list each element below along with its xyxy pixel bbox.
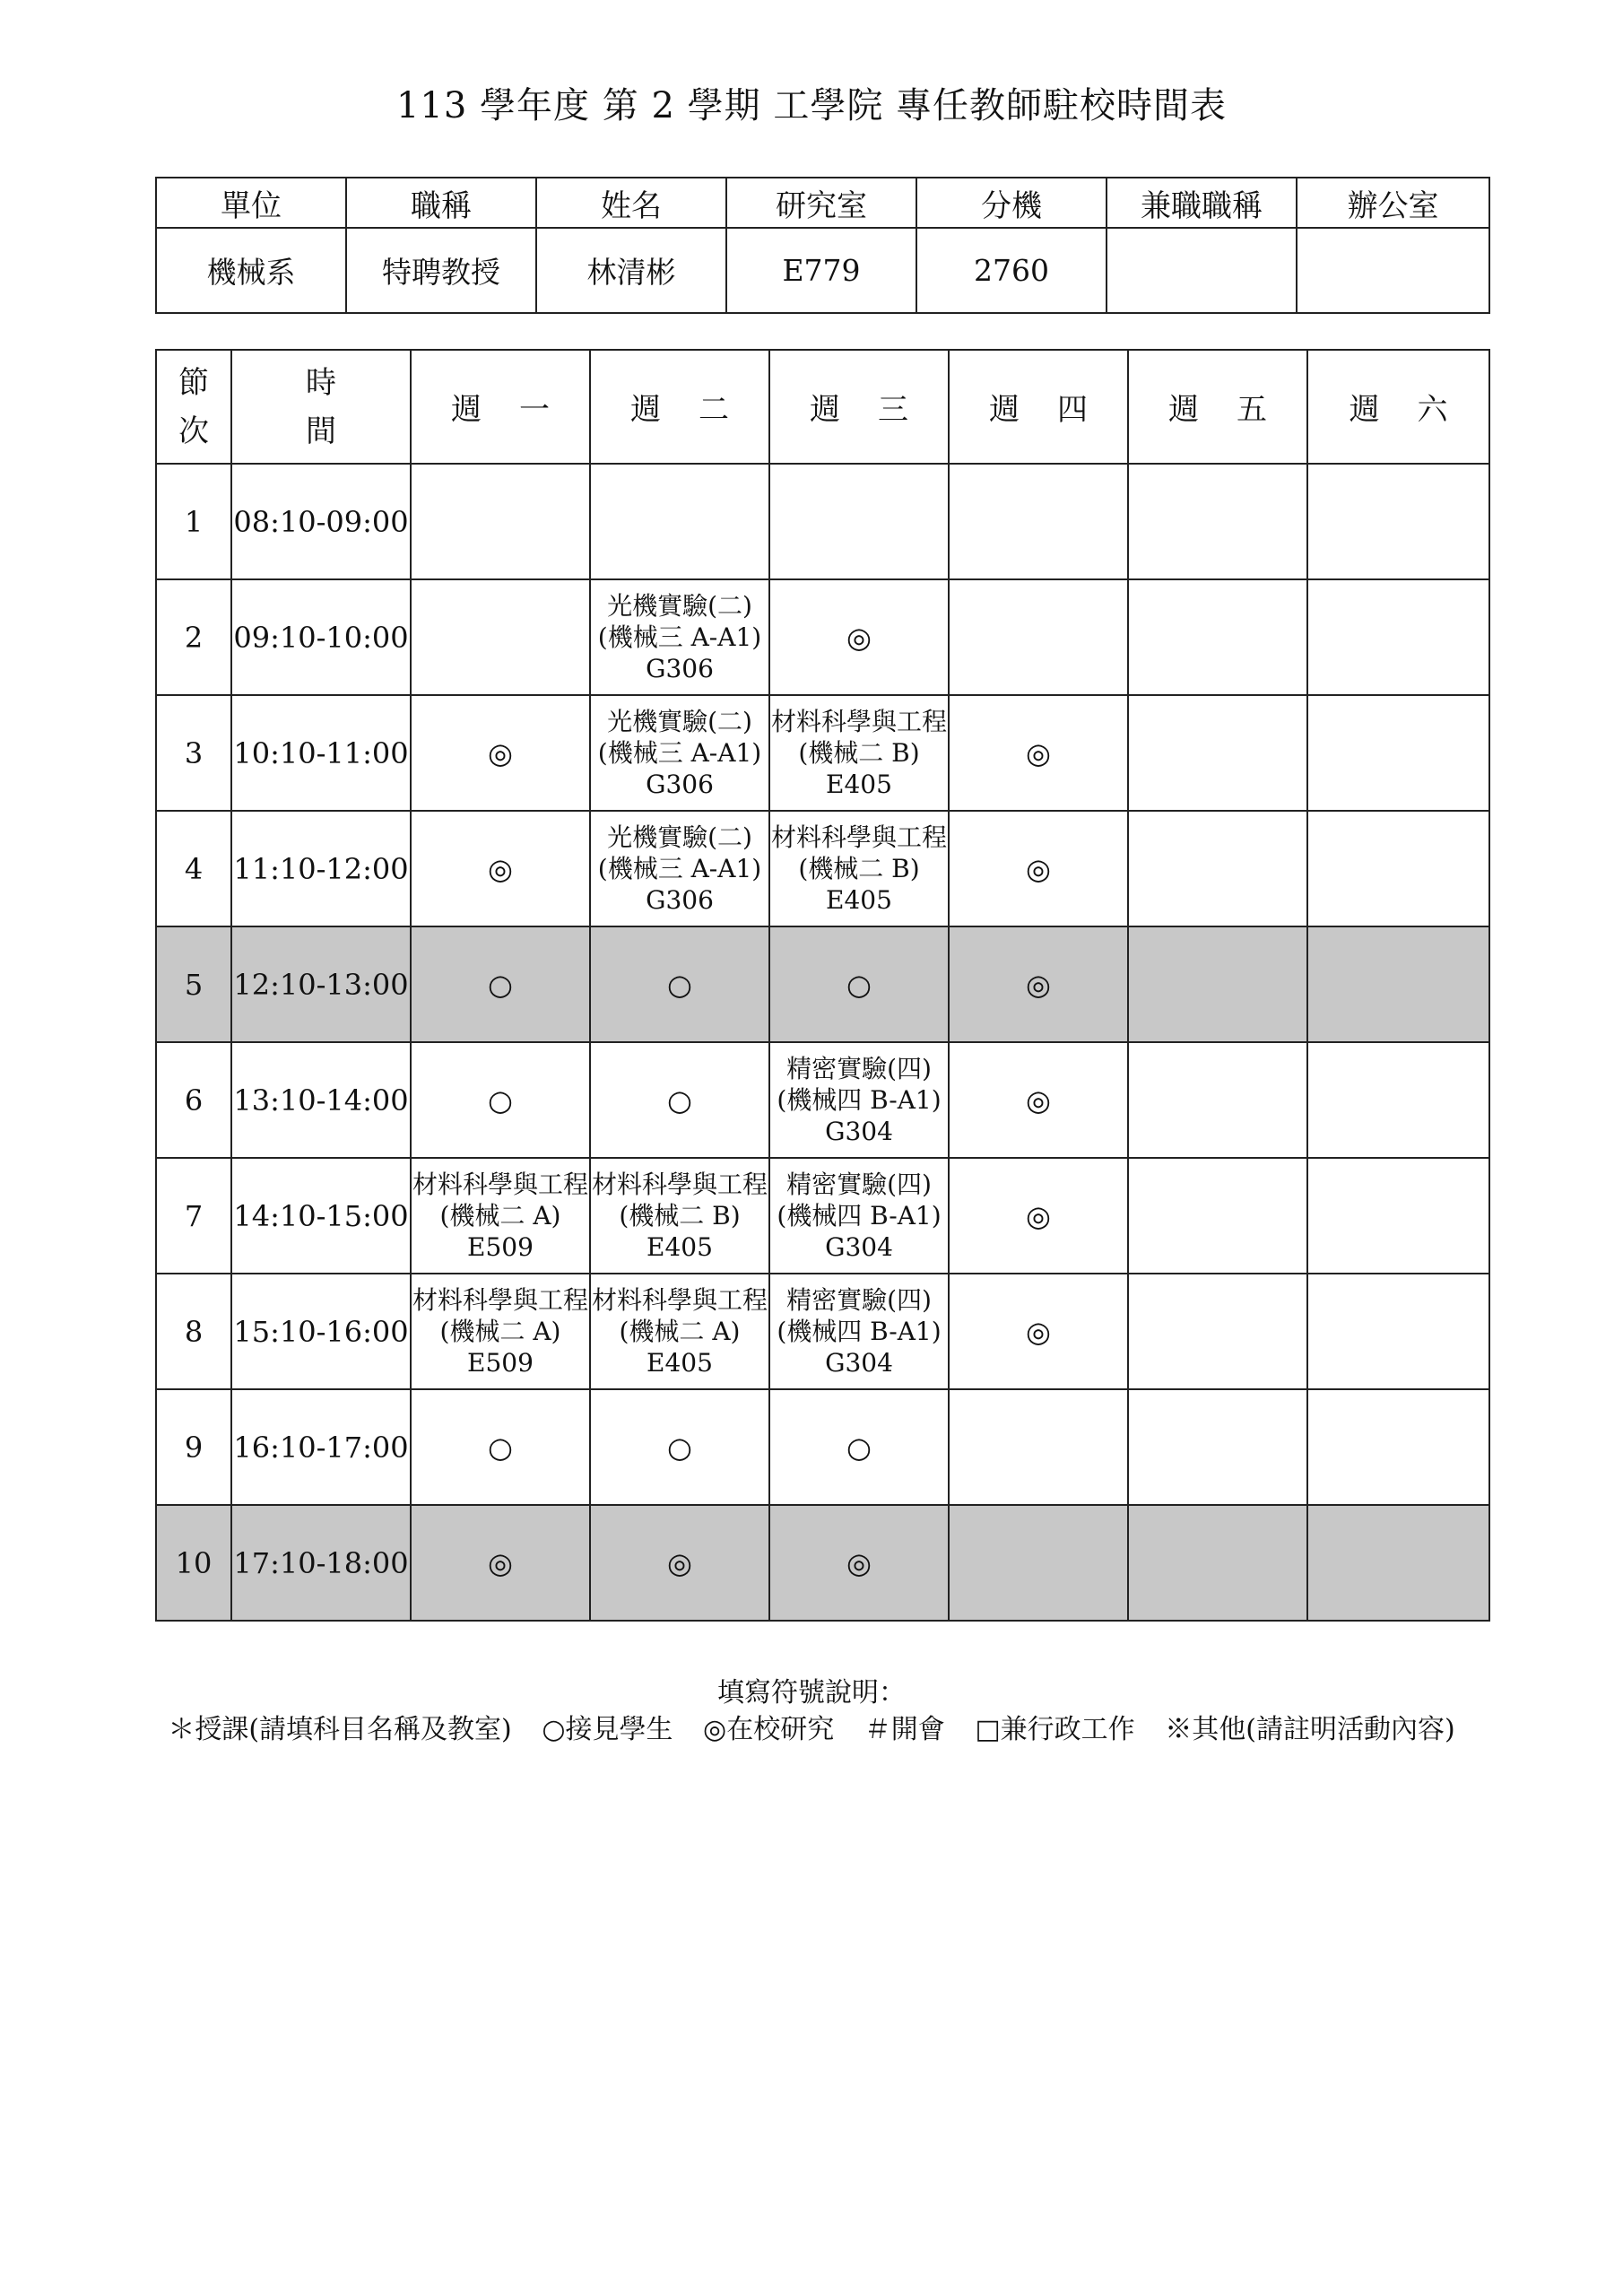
course-class: (機械四 B-A1) bbox=[777, 1317, 942, 1346]
slot-mark: ◎ bbox=[667, 1545, 692, 1580]
schedule-row bbox=[156, 579, 1489, 695]
course-room: G306 bbox=[646, 770, 714, 799]
slot-cell-mon bbox=[411, 1158, 590, 1274]
schedule-row bbox=[156, 695, 1489, 811]
time-cell: 11:10-12:00 bbox=[231, 811, 411, 926]
time-cell: 12:10-13:00 bbox=[231, 926, 411, 1042]
slot-cell-sat bbox=[1307, 926, 1489, 1042]
info-unit: 機械系 bbox=[156, 228, 346, 313]
slot-cell-thu bbox=[949, 1389, 1128, 1505]
slot-cell-fri bbox=[1128, 926, 1307, 1042]
slot-cell-wed bbox=[769, 926, 949, 1042]
slot-cell-mon bbox=[411, 811, 590, 926]
period-header-line: 次 bbox=[178, 413, 209, 449]
schedule-header-row bbox=[156, 350, 1489, 464]
slot-mark: ◎ bbox=[1026, 1314, 1051, 1349]
info-header-extension: 分機 bbox=[916, 178, 1107, 228]
schedule-row bbox=[156, 1389, 1489, 1505]
info-header-name: 姓名 bbox=[536, 178, 726, 228]
course-entry bbox=[591, 822, 768, 916]
slot-cell-mon bbox=[411, 1042, 590, 1158]
course-room: G304 bbox=[825, 1232, 893, 1262]
course-name: 材料科學與工程 bbox=[770, 707, 947, 736]
slot-cell-wed bbox=[769, 811, 949, 926]
time-cell: 10:10-11:00 bbox=[231, 695, 411, 811]
slot-mark: ○ bbox=[488, 1083, 513, 1118]
slot-cell-mon bbox=[411, 579, 590, 695]
info-header-unit: 單位 bbox=[156, 178, 346, 228]
slot-cell-thu bbox=[949, 464, 1128, 579]
time-header bbox=[231, 350, 411, 464]
page-title: 113 學年度 第 2 學期 工學院 專任教師駐校時間表 bbox=[395, 85, 1228, 126]
time-cell: 08:10-09:00 bbox=[231, 464, 411, 579]
period-cell: 8 bbox=[156, 1274, 231, 1389]
course-class: (機械二 B) bbox=[798, 854, 920, 883]
slot-cell-wed bbox=[769, 579, 949, 695]
teacher-info-table bbox=[155, 177, 1490, 314]
slot-cell-sat bbox=[1307, 579, 1489, 695]
course-entry bbox=[770, 1053, 948, 1147]
slot-cell-tue bbox=[590, 926, 769, 1042]
slot-cell-thu bbox=[949, 1042, 1128, 1158]
legend-item-admin: □兼行政工作 bbox=[975, 1714, 1135, 1745]
course-entry bbox=[591, 1169, 768, 1263]
info-lab: E779 bbox=[726, 228, 916, 313]
course-room: G306 bbox=[646, 654, 714, 683]
slot-cell-mon bbox=[411, 1274, 590, 1389]
course-name: 精密實驗(四) bbox=[786, 1285, 932, 1315]
course-entry bbox=[412, 1169, 589, 1263]
slot-cell-wed bbox=[769, 1505, 949, 1621]
course-entry bbox=[770, 1169, 948, 1263]
slot-mark: ◎ bbox=[846, 1545, 872, 1580]
course-room: E405 bbox=[647, 1232, 713, 1262]
slot-cell-tue bbox=[590, 1389, 769, 1505]
course-class: (機械三 A-A1) bbox=[597, 738, 762, 768]
slot-cell-thu bbox=[949, 1274, 1128, 1389]
slot-cell-sat bbox=[1307, 1042, 1489, 1158]
period-header bbox=[156, 350, 231, 464]
time-cell: 13:10-14:00 bbox=[231, 1042, 411, 1158]
period-cell: 10 bbox=[156, 1505, 231, 1621]
legend-item-meet-students: ○接見學生 bbox=[542, 1714, 673, 1745]
info-concurrent-title bbox=[1107, 228, 1297, 313]
course-room: G304 bbox=[825, 1117, 893, 1146]
course-name: 精密實驗(四) bbox=[786, 1054, 932, 1083]
period-cell: 6 bbox=[156, 1042, 231, 1158]
slot-cell-thu bbox=[949, 1505, 1128, 1621]
course-room: G304 bbox=[825, 1348, 893, 1378]
legend bbox=[0, 1707, 1623, 1746]
course-room: G306 bbox=[646, 885, 714, 915]
slot-cell-tue bbox=[590, 464, 769, 579]
info-header-title: 職稱 bbox=[346, 178, 536, 228]
period-cell: 9 bbox=[156, 1389, 231, 1505]
info-teacher-name: 林清彬 bbox=[536, 228, 726, 313]
slot-mark: ◎ bbox=[488, 1545, 513, 1580]
slot-cell-mon bbox=[411, 464, 590, 579]
info-header-office: 辦公室 bbox=[1297, 178, 1489, 228]
slot-cell-tue bbox=[590, 811, 769, 926]
info-extension: 2760 bbox=[916, 228, 1107, 313]
slot-cell-fri bbox=[1128, 1158, 1307, 1274]
course-entry bbox=[412, 1284, 589, 1378]
period-header-line: 節 bbox=[178, 364, 209, 401]
course-name: 材料科學與工程 bbox=[770, 822, 947, 852]
slot-mark: ○ bbox=[667, 967, 692, 1002]
info-header-concurrent-title: 兼職職稱 bbox=[1107, 178, 1297, 228]
slot-cell-fri bbox=[1128, 579, 1307, 695]
legend-item-other: ※其他(請註明活動內容) bbox=[1165, 1714, 1455, 1745]
course-name: 光機實驗(二) bbox=[607, 822, 752, 852]
slot-mark: ◎ bbox=[1026, 735, 1051, 770]
slot-mark: ◎ bbox=[1026, 1198, 1051, 1233]
slot-cell-sat bbox=[1307, 695, 1489, 811]
slot-cell-thu bbox=[949, 1158, 1128, 1274]
slot-cell-wed bbox=[769, 695, 949, 811]
slot-cell-thu bbox=[949, 579, 1128, 695]
course-name: 材料科學與工程 bbox=[412, 1285, 588, 1315]
time-header-line: 間 bbox=[306, 413, 336, 449]
period-cell: 5 bbox=[156, 926, 231, 1042]
course-entry bbox=[770, 822, 948, 916]
course-class: (機械三 A-A1) bbox=[597, 854, 762, 883]
slot-cell-sat bbox=[1307, 1505, 1489, 1621]
slot-cell-thu bbox=[949, 926, 1128, 1042]
slot-cell-fri bbox=[1128, 1389, 1307, 1505]
course-room: E509 bbox=[467, 1348, 534, 1378]
info-job-title: 特聘教授 bbox=[346, 228, 536, 313]
course-entry bbox=[591, 706, 768, 800]
course-entry bbox=[770, 706, 948, 800]
course-room: E405 bbox=[647, 1348, 713, 1378]
slot-cell-tue bbox=[590, 1274, 769, 1389]
slot-mark: ◎ bbox=[488, 735, 513, 770]
course-name: 光機實驗(二) bbox=[607, 707, 752, 736]
slot-cell-fri bbox=[1128, 1274, 1307, 1389]
schedule-row bbox=[156, 926, 1489, 1042]
schedule-table bbox=[155, 349, 1490, 1622]
slot-cell-wed bbox=[769, 1274, 949, 1389]
slot-cell-sat bbox=[1307, 1274, 1489, 1389]
schedule-body bbox=[156, 464, 1489, 1621]
info-value-row bbox=[156, 228, 1489, 313]
course-class: (機械二 A) bbox=[439, 1201, 561, 1231]
slot-cell-fri bbox=[1128, 811, 1307, 926]
slot-cell-fri bbox=[1128, 464, 1307, 579]
period-cell: 3 bbox=[156, 695, 231, 811]
slot-cell-wed bbox=[769, 1042, 949, 1158]
course-class: (機械二 B) bbox=[619, 1201, 741, 1231]
course-class: (機械二 B) bbox=[798, 738, 920, 768]
slot-mark: ◎ bbox=[1026, 851, 1051, 886]
slot-cell-fri bbox=[1128, 1042, 1307, 1158]
course-name: 材料科學與工程 bbox=[591, 1170, 768, 1199]
slot-mark: ○ bbox=[667, 1430, 692, 1465]
slot-cell-tue bbox=[590, 695, 769, 811]
slot-cell-wed bbox=[769, 1389, 949, 1505]
course-class: (機械二 A) bbox=[619, 1317, 741, 1346]
slot-cell-tue bbox=[590, 1505, 769, 1621]
slot-cell-sat bbox=[1307, 1389, 1489, 1505]
slot-cell-wed bbox=[769, 464, 949, 579]
schedule-row bbox=[156, 464, 1489, 579]
slot-mark: ◎ bbox=[488, 851, 513, 886]
info-header-row bbox=[156, 178, 1489, 228]
course-class: (機械四 B-A1) bbox=[777, 1201, 942, 1231]
slot-cell-thu bbox=[949, 811, 1128, 926]
legend-item-teaching: ＊授課(請填科目名稱及教室) bbox=[168, 1714, 512, 1745]
slot-cell-fri bbox=[1128, 1505, 1307, 1621]
course-entry bbox=[591, 590, 768, 684]
day-header-tue: 週二 bbox=[590, 350, 769, 464]
slot-cell-sat bbox=[1307, 811, 1489, 926]
day-header-thu: 週四 bbox=[949, 350, 1128, 464]
schedule-row bbox=[156, 1042, 1489, 1158]
time-header-line: 時 bbox=[306, 364, 336, 401]
slot-mark: ○ bbox=[667, 1083, 692, 1118]
slot-mark: ○ bbox=[488, 1430, 513, 1465]
course-name: 光機實驗(二) bbox=[607, 591, 752, 621]
slot-cell-thu bbox=[949, 695, 1128, 811]
schedule-row bbox=[156, 1274, 1489, 1389]
schedule-row bbox=[156, 1158, 1489, 1274]
course-name: 材料科學與工程 bbox=[412, 1170, 588, 1199]
slot-cell-mon bbox=[411, 695, 590, 811]
slot-mark: ◎ bbox=[846, 620, 872, 655]
time-cell: 09:10-10:00 bbox=[231, 579, 411, 695]
slot-cell-tue bbox=[590, 1158, 769, 1274]
course-room: E509 bbox=[467, 1232, 534, 1262]
course-name: 材料科學與工程 bbox=[591, 1285, 768, 1315]
course-class: (機械三 A-A1) bbox=[597, 622, 762, 652]
slot-mark: ○ bbox=[846, 1430, 872, 1465]
time-cell: 17:10-18:00 bbox=[231, 1505, 411, 1621]
course-room: E405 bbox=[826, 885, 892, 915]
slot-cell-mon bbox=[411, 1505, 590, 1621]
slot-cell-mon bbox=[411, 1389, 590, 1505]
info-header-lab: 研究室 bbox=[726, 178, 916, 228]
slot-cell-sat bbox=[1307, 464, 1489, 579]
course-room: E405 bbox=[826, 770, 892, 799]
course-entry bbox=[770, 1284, 948, 1378]
legend-title: 填寫符號說明： bbox=[717, 1677, 906, 1709]
period-cell: 1 bbox=[156, 464, 231, 579]
period-cell: 7 bbox=[156, 1158, 231, 1274]
slot-cell-tue bbox=[590, 579, 769, 695]
period-cell: 2 bbox=[156, 579, 231, 695]
course-class: (機械二 A) bbox=[439, 1317, 561, 1346]
slot-mark: ◎ bbox=[1026, 967, 1051, 1002]
day-header-fri: 週五 bbox=[1128, 350, 1307, 464]
slot-mark: ◎ bbox=[1026, 1083, 1051, 1118]
slot-cell-mon bbox=[411, 926, 590, 1042]
slot-mark: ○ bbox=[846, 967, 872, 1002]
time-cell: 16:10-17:00 bbox=[231, 1389, 411, 1505]
legend-item-meeting: ＃開會 bbox=[864, 1714, 945, 1745]
time-cell: 15:10-16:00 bbox=[231, 1274, 411, 1389]
slot-cell-wed bbox=[769, 1158, 949, 1274]
slot-cell-sat bbox=[1307, 1158, 1489, 1274]
slot-cell-tue bbox=[590, 1042, 769, 1158]
slot-mark: ○ bbox=[488, 967, 513, 1002]
time-cell: 14:10-15:00 bbox=[231, 1158, 411, 1274]
schedule-row bbox=[156, 811, 1489, 926]
course-class: (機械四 B-A1) bbox=[777, 1085, 942, 1115]
legend-item-research: ◎在校研究 bbox=[703, 1714, 835, 1745]
period-cell: 4 bbox=[156, 811, 231, 926]
course-entry bbox=[591, 1284, 768, 1378]
day-header-sat: 週六 bbox=[1307, 350, 1489, 464]
day-header-mon: 週一 bbox=[411, 350, 590, 464]
course-name: 精密實驗(四) bbox=[786, 1170, 932, 1199]
day-header-wed: 週三 bbox=[769, 350, 949, 464]
slot-cell-fri bbox=[1128, 695, 1307, 811]
info-office bbox=[1297, 228, 1489, 313]
schedule-row bbox=[156, 1505, 1489, 1621]
